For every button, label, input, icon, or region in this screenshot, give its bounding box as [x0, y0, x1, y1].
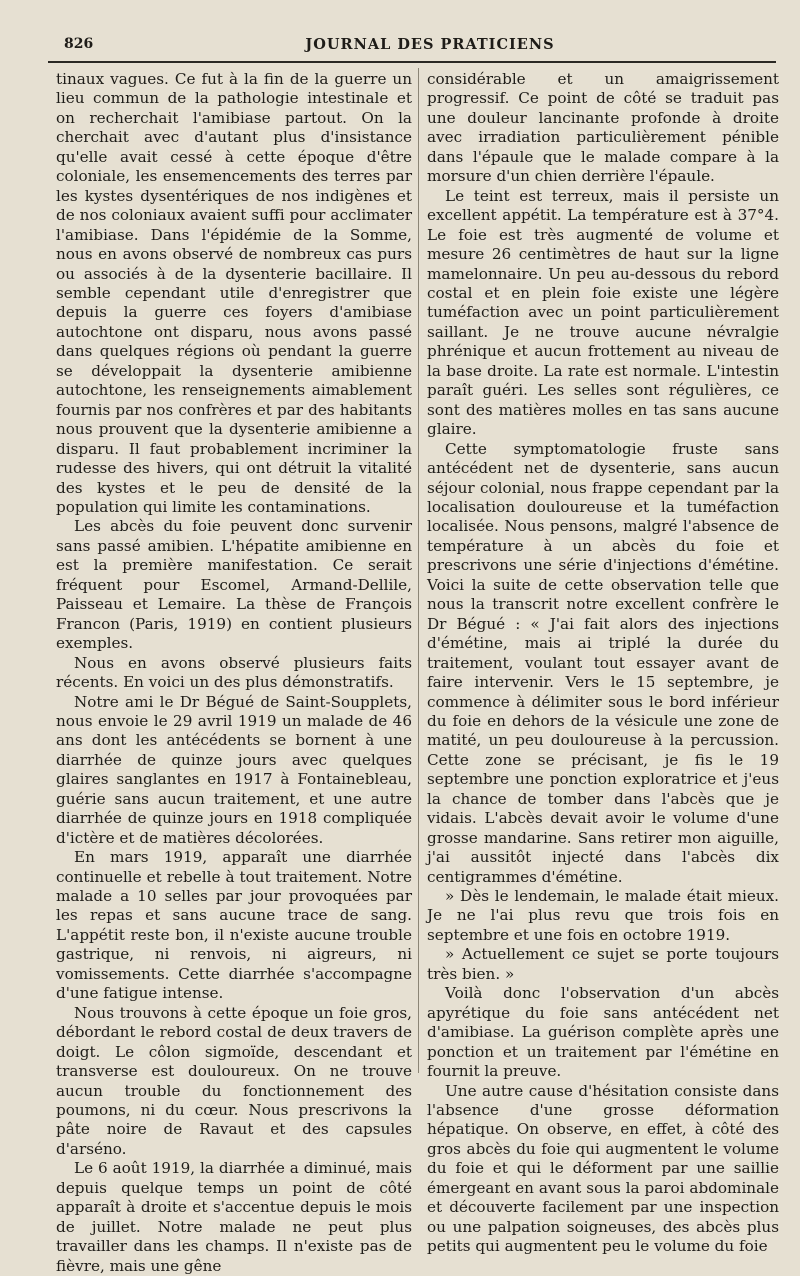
paragraph: Cette symptomatologie fruste sans antécédent net de dysenterie, sans aucun séjour colonial, nous frappe cependant par la localisation douloureuse et la tuméfaction localisée. Nous pensons, malgré l'absence de température à un abcès du foie et prescrivons une série d'injections d'émétine. Voici la suite de cette observation telle que nous la transcrit notre excellent confrère le Dr Bégué : « J'ai fait alors des injections d'émétine, mais ai triplé la durée du traitement, voulant tout essayer avant de faire intervenir. Vers le 15 septembre, je commence à délimiter sous le bord inférieur du foie en dehors de la vésicule une zone de matité, un peu douloureuse à la percussion. Cette zone se précisant, je fis le 19 septembre une ponction exploratrice et j'eus la chance de tomber dans l'abcès que je vidais. L'abcès devait avoir le volume d'une grosse mandarine. Sans retirer mon aiguille, j'ai aussitôt injecté dans l'abcès dix centigrammes d'émétine.	[427, 439, 779, 886]
paragraph: Une autre cause d'hésitation consiste dans l'absence d'une grosse déformation hépatique. On observe, en effet, à côté des gros abcès du foie qui augmentent le volume du foie et qui le déforment par une saillie émergeant en avant sous la paroi abdominale et découverte facilement par une inspection ou une palpation soigneuses, des abcès plus petits qui augmentent peu le volume du foie	[427, 1081, 779, 1256]
paragraph: En mars 1919, apparaît une diarrhée continuelle et rebelle à tout traitement. Notre malade a 10 selles par jour provoquées par les repas et sans aucune trace de sang. L'appétit reste bon, il n'existe aucune trouble gastrique, ni renvois, ni aigreurs, ni vomissements. Cette diarrhée s'accompagne d'une fatigue intense.	[56, 848, 412, 1003]
page-number: 826	[64, 36, 94, 52]
paragraph: Nous en avons observé plusieurs faits récents. En voici un des plus démonstratifs.	[56, 653, 412, 692]
paragraph: Notre ami le Dr Bégué de Saint-Soupplets, nous envoie le 29 avril 1919 un malade de 46 ans dont les antécédents se bornent à une diarrhée de quinze jours avec quelques glaires sanglantes en 1917 à Fontainebleau, guérie sans aucun traitement, et une autre diarrhée de quinze jours en 1918 compliquée d'ictère et de matières décolorées.	[56, 692, 412, 847]
paragraph: Le teint est terreux, mais il persiste un excellent appétit. La température est à 37°4. Le foie est très augmenté de volume et mesure 26 centimètres de haut sur la ligne mamelonnaire. Un peu au-dessous du rebord costal et en plein foie existe une légère tuméfaction avec un point particulièrement saillant. Je ne trouve aucune névralgie phrénique et aucun frottement au niveau de la base droite. La rate est normale. L'intestin paraît guéri. Les selles sont régulières, ce sont des matières molles en tas sans aucune glaire.	[427, 186, 779, 439]
journal-title: JOURNAL DES PRATICIENS	[305, 36, 555, 53]
paragraph: » Dès le lendemain, le malade était mieux. Je ne l'ai plus revu que trois fois en septembre et une fois en octobre 1919.	[427, 887, 779, 944]
paragraph: Les abcès du foie peuvent donc survenir sans passé amibien. L'hépatite amibienne en est la première manifestation. Ce serait fréquent pour Escomel, Armand-Dellile, Paisseau et Lemaire. La thèse de François Francon (Paris, 1919) en contient plusieurs exemples.	[56, 517, 412, 653]
right-column	[427, 70, 779, 1257]
paragraph: » Actuellement ce sujet se porte toujours très bien. »	[427, 945, 779, 983]
paragraph: tinaux vagues. Ce fut à la fin de la guerre un lieu commun de la pathologie intestinale et on recherchait l'amibiase partout. On la cherchait avec d'autant plus d'insistance qu'elle avait cessé à cette époque d'être coloniale, les ensemencements des terres par les kystes dysentériques de nos indigènes et de nos coloniaux avaient suffi pour acclimater l'amibiase. Dans l'épidémie de la Somme, nous en avons observé de nombreux cas purs ou associés à de la dysenterie bacillaire. Il semble cependant utile d'enregistrer que depuis la guerre ces foyers d'amibiase autochtone ont disparu, nous avons passé dans quelques régions où pendant la guerre se développait la dysenterie amibienne autochtone, les renseignements aimablement fournis par nos confrères et par des habitants nous prouvent que la dysenterie amibienne a disparu. Il faut probablement incriminer la rudesse des hivers, qui ont détruit la vitalité des kystes et le peu de densité de la population qui limite les contaminations.	[56, 70, 412, 516]
paragraph: Le 6 août 1919, la diarrhée a diminué, mais depuis quelque temps un point de côté apparaît à droite et s'accentue depuis le mois de juillet. Notre malade ne peut plus travailler dans les champs. Il n'existe pas de fièvre, mais une gêne	[56, 1159, 412, 1275]
header-rule	[48, 61, 776, 63]
column-divider	[418, 68, 419, 1073]
paragraph: considérable et un amaigrissement progressif. Ce point de côté se traduit pas une douleur lancinante profonde à droite avec irradiation particulièrement pénible dans l'épaule que le malade compare à la morsure d'un chien derrière l'épaule.	[427, 70, 779, 186]
page-header	[40, 34, 780, 56]
left-column	[56, 70, 412, 1276]
paragraph: Nous trouvons à cette époque un foie gros, débordant le rebord costal de deux travers de doigt. Le côlon sigmoïde, descendant et transverse est douloureux. On ne trouve aucun trouble du fonctionnement des poumons, ni du cœur. Nous prescrivons la pâte noire de Ravaut et des capsules d'arséno.	[56, 1003, 412, 1158]
paragraph: Voilà donc l'observation d'un abcès apyrétique du foie sans antécédent net d'amibiase. La guérison complète après une ponction et un traitement par l'émétine en fournit la preuve.	[427, 984, 779, 1081]
